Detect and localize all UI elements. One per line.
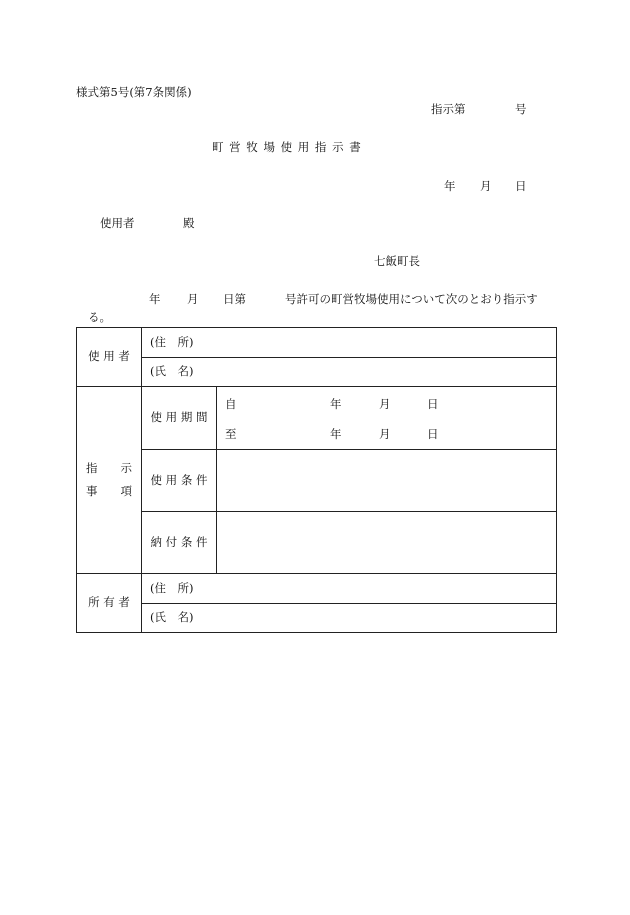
payment-row — [77, 512, 557, 574]
issuer-name: 七飯町長 — [374, 254, 420, 268]
user-name-field[interactable]: (氏 名) — [142, 358, 557, 387]
body-year: 年 — [149, 292, 161, 306]
owner-address-field[interactable]: (住 所) — [142, 574, 557, 604]
period-to-month: 月 — [379, 427, 391, 441]
user-address-row — [77, 328, 557, 358]
conditions-row — [77, 450, 557, 512]
date-year: 年 — [444, 179, 456, 193]
addressee-honorific: 殿 — [183, 216, 195, 230]
period-row — [77, 387, 557, 450]
user-name-row — [77, 358, 557, 387]
period-to-year: 年 — [330, 427, 342, 441]
owner-name-field[interactable]: (氏 名) — [142, 604, 557, 633]
payment-label: 納 付 条 件 — [142, 512, 217, 574]
instruction-number-suffix: 号 — [515, 102, 527, 116]
instruction-table — [76, 327, 557, 633]
form-number: 様式第5号(第7条関係) — [76, 85, 192, 99]
addressee-label: 使用者 — [100, 216, 135, 230]
period-to-label: 至 — [225, 427, 237, 441]
period-to-day: 日 — [427, 427, 439, 441]
instruction-items-label-line2: 事 項 — [86, 484, 132, 498]
period-values — [217, 387, 556, 449]
conditions-field[interactable] — [217, 450, 557, 512]
user-label: 使 用 者 — [77, 328, 142, 387]
payment-field[interactable] — [217, 512, 557, 574]
owner-address-row — [77, 574, 557, 604]
user-address-field[interactable]: (住 所) — [142, 328, 557, 358]
owner-label: 所 有 者 — [77, 574, 142, 633]
period-from-label: 自 — [225, 397, 237, 411]
body-day-no: 日第 — [223, 292, 246, 306]
date-month: 月 — [480, 179, 492, 193]
period-label: 使 用 期 間 — [142, 387, 217, 450]
period-field[interactable] — [217, 387, 557, 450]
conditions-label: 使 用 条 件 — [142, 450, 217, 512]
period-from-month: 月 — [379, 397, 391, 411]
instruction-items-label-line1: 指 示 — [86, 460, 132, 475]
instruction-number-prefix: 指示第 — [431, 102, 466, 116]
instruction-items-label — [77, 387, 142, 574]
body-main-text: 号許可の町営牧場使用について次のとおり指示す — [285, 292, 538, 306]
body-text-continued: る。 — [88, 310, 111, 324]
date-day: 日 — [515, 179, 527, 193]
owner-name-row — [77, 604, 557, 633]
document-title: 町 営 牧 場 使 用 指 示 書 — [212, 140, 362, 154]
body-month: 月 — [187, 292, 199, 306]
period-from-year: 年 — [330, 397, 342, 411]
period-from-day: 日 — [427, 397, 439, 411]
